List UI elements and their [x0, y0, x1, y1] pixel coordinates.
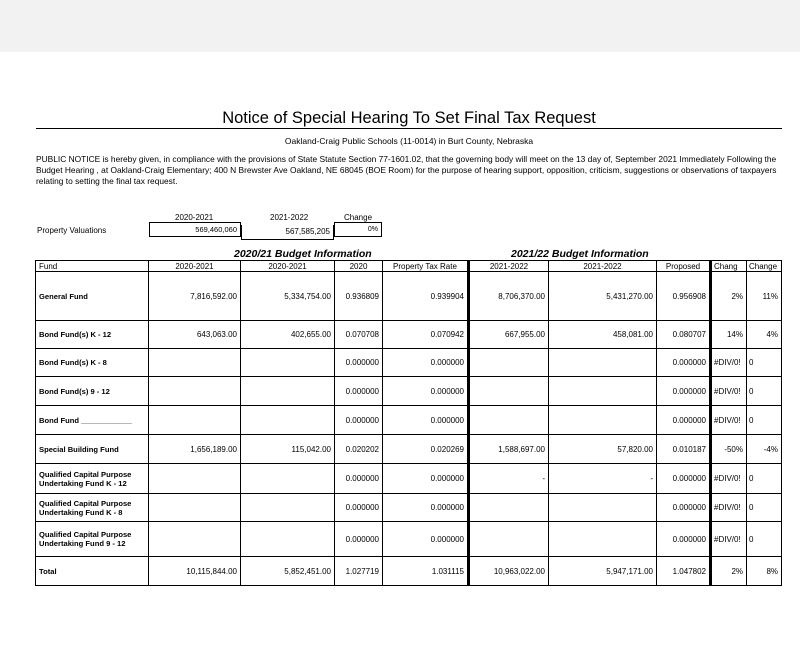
value-chang: #DIV/0! — [711, 494, 747, 522]
value-2021-2022-a: 1,588,697.00 — [469, 435, 549, 464]
table-row — [36, 349, 782, 377]
value-change: 0 — [747, 522, 782, 557]
header-fund: Fund — [36, 261, 149, 272]
header-2021-2022-b: 2021-2022 — [549, 261, 657, 272]
value-2021-2022-b — [549, 494, 657, 522]
page-subtitle: Oakland-Craig Public Schools (11-0014) in Burt County, Nebraska — [284, 136, 534, 146]
value-change: 0 — [747, 494, 782, 522]
value-property-tax-rate: 0.939904 — [383, 272, 469, 321]
value-2021-2022-a — [469, 377, 549, 406]
value-change: 0 — [747, 464, 782, 494]
value-proposed: 1.047802 — [657, 557, 711, 586]
value-2020: 0.936809 — [335, 272, 383, 321]
pv-value-change: 0% — [334, 222, 382, 237]
header-chang: Chang — [711, 261, 747, 272]
table-row — [36, 272, 782, 321]
table-row — [36, 435, 782, 464]
value-proposed: 0.956908 — [657, 272, 711, 321]
value-proposed: 0.010187 — [657, 435, 711, 464]
value-2020-2021-a — [149, 349, 241, 377]
value-proposed: 0.000000 — [657, 522, 711, 557]
fund-name-cell: Qualified Capital Purpose Undertaking Fund 9 - 12 — [36, 522, 149, 557]
fund-name-cell: Bond Fund(s) 9 - 12 — [36, 377, 149, 406]
value-2020-2021-a — [149, 494, 241, 522]
value-proposed: 0.000000 — [657, 464, 711, 494]
header-change: Change — [747, 261, 782, 272]
value-change: 0 — [747, 349, 782, 377]
value-2020-2021-b — [241, 406, 335, 435]
value-2021-2022-a — [469, 494, 549, 522]
table-row — [36, 522, 782, 557]
value-2020: 0.000000 — [335, 522, 383, 557]
value-2021-2022-a: 8,706,370.00 — [469, 272, 549, 321]
public-notice-text: PUBLIC NOTICE is hereby given, in compliance with the provisions of State Statute Section 77-1601.02, that the governing body will meet on the 13 day of, September 2021 Immediately Following the Budget Hearing , at Oakland-Craig Elementary; 400 N Brewster Ave Oakland, NE 68045 (BOE Room) for the purpose of hearing support, opposition, criticism, suggestions or observations of taxpayers relating to setting the final tax request. — [36, 154, 777, 186]
fund-name-cell: Bond Fund(s) K - 8 — [36, 349, 149, 377]
value-chang: #DIV/0! — [711, 522, 747, 557]
fund-name-cell: Qualified Capital Purpose Undertaking Fund K - 12 — [36, 464, 149, 494]
value-2021-2022-b — [549, 349, 657, 377]
fund-name-cell: Special Building Fund — [36, 435, 149, 464]
value-2021-2022-b: - — [549, 464, 657, 494]
value-change: 4% — [747, 321, 782, 349]
value-change: 0 — [747, 406, 782, 435]
value-property-tax-rate: 0.000000 — [383, 464, 469, 494]
value-chang: #DIV/0! — [711, 406, 747, 435]
page-title: Notice of Special Hearing To Set Final Tax Request — [222, 109, 596, 127]
value-2021-2022-b: 5,431,270.00 — [549, 272, 657, 321]
value-property-tax-rate: 1.031115 — [383, 557, 469, 586]
value-2020-2021-a: 643,063.00 — [149, 321, 241, 349]
value-proposed: 0.080707 — [657, 321, 711, 349]
value-chang: 14% — [711, 321, 747, 349]
value-property-tax-rate: 0.000000 — [383, 522, 469, 557]
value-proposed: 0.000000 — [657, 377, 711, 406]
value-chang: #DIV/0! — [711, 464, 747, 494]
value-2020-2021-b: 5,852,451.00 — [241, 557, 335, 586]
value-2020-2021-a: 10,115,844.00 — [149, 557, 241, 586]
table-row — [36, 406, 782, 435]
value-2020-2021-b: 402,655.00 — [241, 321, 335, 349]
table-row — [36, 557, 782, 586]
table-header-row — [36, 261, 782, 272]
fund-name-cell: Bond Fund(s) K - 12 — [36, 321, 149, 349]
property-valuations-label: Property Valuations — [37, 226, 107, 235]
value-2020-2021-a: 1,656,189.00 — [149, 435, 241, 464]
value-property-tax-rate: 0.000000 — [383, 377, 469, 406]
section-heading-2021: 2021/22 Budget Information — [511, 248, 649, 260]
value-property-tax-rate: 0.070942 — [383, 321, 469, 349]
value-2020: 0.000000 — [335, 377, 383, 406]
header-2021-2022-a: 2021-2022 — [469, 261, 549, 272]
value-2020-2021-a — [149, 464, 241, 494]
pv-header-2020: 2020-2021 — [175, 213, 214, 222]
value-property-tax-rate: 0.000000 — [383, 494, 469, 522]
value-2021-2022-a — [469, 349, 549, 377]
value-2021-2022-b: 57,820.00 — [549, 435, 657, 464]
table-row — [36, 464, 782, 494]
pv-value-2020: 569,460,060 — [149, 222, 241, 237]
value-2021-2022-a — [469, 522, 549, 557]
value-chang: 2% — [711, 557, 747, 586]
value-2020-2021-b: 5,334,754.00 — [241, 272, 335, 321]
table-row — [36, 377, 782, 406]
fund-name-cell: Total — [36, 557, 149, 586]
value-2020-2021-b — [241, 377, 335, 406]
value-2020: 0.070708 — [335, 321, 383, 349]
value-2021-2022-b: 5,947,171.00 — [549, 557, 657, 586]
value-property-tax-rate: 0.000000 — [383, 349, 469, 377]
value-chang: #DIV/0! — [711, 377, 747, 406]
value-2021-2022-a — [469, 406, 549, 435]
section-heading-2020: 2020/21 Budget Information — [234, 248, 372, 260]
value-2020-2021-a — [149, 377, 241, 406]
value-2020-2021-b — [241, 464, 335, 494]
value-2021-2022-a: 667,955.00 — [469, 321, 549, 349]
fund-name-cell: Qualified Capital Purpose Undertaking Fund K - 8 — [36, 494, 149, 522]
value-chang: 2% — [711, 272, 747, 321]
value-2021-2022-b — [549, 522, 657, 557]
value-proposed: 0.000000 — [657, 494, 711, 522]
value-change: 8% — [747, 557, 782, 586]
top-margin-band — [0, 0, 800, 52]
value-chang: -50% — [711, 435, 747, 464]
value-2021-2022-b — [549, 406, 657, 435]
table-row — [36, 321, 782, 349]
value-2020: 0.000000 — [335, 494, 383, 522]
header-proposed: Proposed — [657, 261, 711, 272]
table-body — [36, 272, 782, 586]
header-2020-2021-a: 2020-2021 — [149, 261, 241, 272]
fund-name-cell: General Fund — [36, 272, 149, 321]
header-2020: 2020 — [335, 261, 383, 272]
value-2020-2021-b: 115,042.00 — [241, 435, 335, 464]
value-2021-2022-a: - — [469, 464, 549, 494]
fund-name-cell: Bond Fund ____________ — [36, 406, 149, 435]
table-row — [36, 494, 782, 522]
title-rule — [36, 128, 782, 129]
value-2021-2022-a: 10,963,022.00 — [469, 557, 549, 586]
value-change: -4% — [747, 435, 782, 464]
value-proposed: 0.000000 — [657, 406, 711, 435]
value-2021-2022-b — [549, 377, 657, 406]
value-property-tax-rate: 0.020269 — [383, 435, 469, 464]
value-property-tax-rate: 0.000000 — [383, 406, 469, 435]
value-change: 11% — [747, 272, 782, 321]
pv-header-2021: 2021-2022 — [270, 213, 309, 222]
header-property-tax-rate: Property Tax Rate — [383, 261, 469, 272]
pv-value-2021: 567,585,205 — [241, 225, 334, 240]
value-2020-2021-b — [241, 494, 335, 522]
pv-header-change: Change — [344, 213, 373, 222]
value-2020-2021-a — [149, 406, 241, 435]
value-2020-2021-b — [241, 522, 335, 557]
value-chang: #DIV/0! — [711, 349, 747, 377]
value-2021-2022-b: 458,081.00 — [549, 321, 657, 349]
value-2020: 0.000000 — [335, 406, 383, 435]
value-2020-2021-a — [149, 522, 241, 557]
value-2020-2021-b — [241, 349, 335, 377]
header-2020-2021-b: 2020-2021 — [241, 261, 335, 272]
value-change: 0 — [747, 377, 782, 406]
value-2020: 0.000000 — [335, 464, 383, 494]
value-2020-2021-a: 7,816,592.00 — [149, 272, 241, 321]
budget-table — [35, 260, 782, 586]
value-2020: 0.020202 — [335, 435, 383, 464]
value-proposed: 0.000000 — [657, 349, 711, 377]
value-2020: 0.000000 — [335, 349, 383, 377]
value-2020: 1.027719 — [335, 557, 383, 586]
